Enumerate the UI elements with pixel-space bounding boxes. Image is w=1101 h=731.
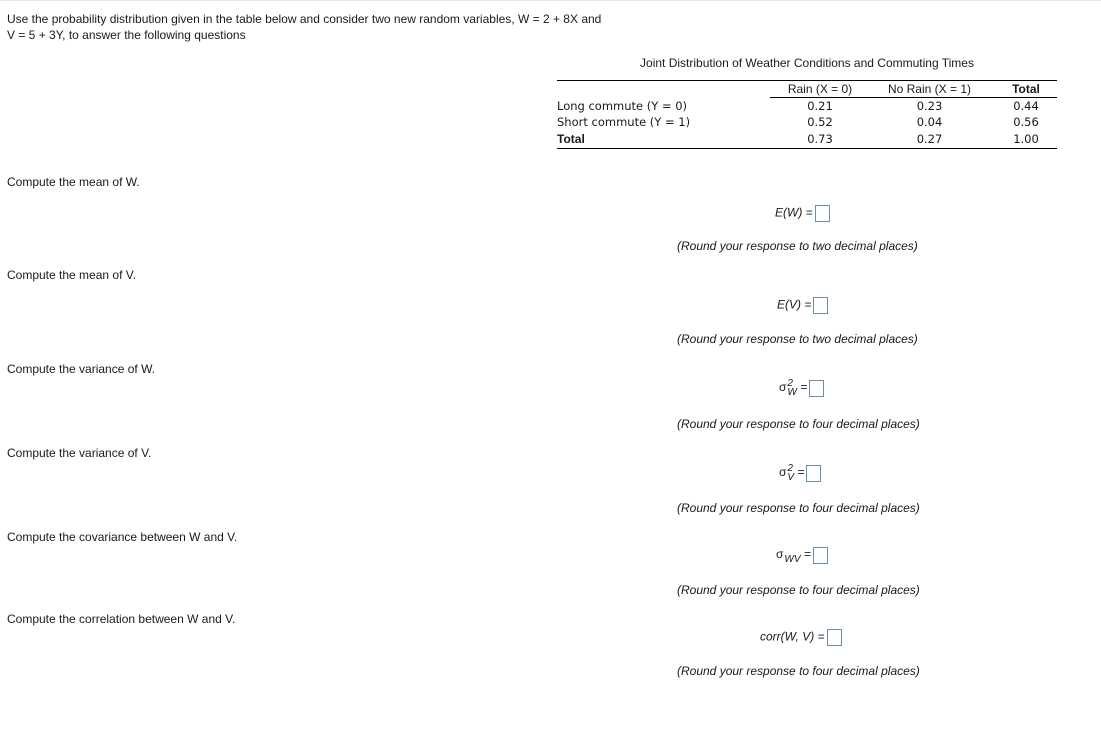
sigma-symbol: σ — [776, 547, 784, 562]
sigma-symbol: σ — [779, 465, 787, 480]
answer-input-variance-v[interactable] — [806, 465, 821, 482]
equation-mean-w — [775, 205, 830, 222]
question-correlation: Compute the correlation between W and V. — [7, 612, 236, 626]
answer-input-variance-w[interactable] — [809, 380, 824, 397]
question-mean-v: Compute the mean of V. — [7, 268, 136, 282]
answer-input-mean-v[interactable] — [813, 297, 828, 314]
rounding-note: (Round your response to two decimal places) — [677, 332, 918, 346]
answer-input-mean-w[interactable] — [815, 205, 830, 222]
rounding-note: (Round your response to four decimal places) — [677, 417, 920, 431]
rounding-note: (Round your response to four decimal places) — [677, 501, 920, 515]
equation-variance-v — [779, 464, 821, 482]
superscript: 2 — [787, 378, 793, 389]
top-divider — [0, 0, 1101, 1]
instructions-line-2: V = 5 + 3Y, to answer the following questions — [7, 28, 246, 42]
row-label-long-commute: Long commute (Y = 0) — [557, 99, 688, 113]
equals-sign: = — [800, 380, 808, 395]
cell-total-norain: 0.27 — [916, 132, 943, 146]
sigma-symbol: σ — [779, 380, 787, 395]
cell-long-total: 0.44 — [1013, 99, 1039, 113]
instructions-line-1: Use the probability distribution given in the table below and consider two new random variables, W = 2 + 8X and — [7, 12, 602, 26]
row-label-total: Total — [557, 132, 585, 146]
rounding-note: (Round your response to two decimal places) — [677, 239, 918, 253]
answer-input-covariance[interactable] — [813, 547, 828, 564]
equation-label: E(V) = — [777, 297, 812, 312]
equation-mean-v — [777, 297, 828, 314]
table-top-rule — [557, 80, 1057, 81]
equation-covariance — [776, 546, 828, 564]
header-rule — [770, 97, 1057, 98]
header-rain: Rain (X = 0) — [787, 82, 853, 96]
answer-input-correlation[interactable] — [827, 629, 842, 646]
subscript: V — [787, 472, 795, 483]
superscript: 2 — [787, 463, 793, 474]
cell-grand-total: 1.00 — [1013, 132, 1039, 146]
cell-long-rain: 0.21 — [807, 99, 833, 113]
table-title: Joint Distribution of Weather Conditions and Commuting Times — [640, 56, 974, 70]
question-covariance: Compute the covariance between W and V. — [7, 530, 238, 544]
rounding-note: (Round your response to four decimal places) — [677, 583, 920, 597]
question-mean-w: Compute the mean of W. — [7, 175, 140, 189]
cell-short-rain: 0.52 — [807, 115, 833, 129]
subscript: W — [787, 387, 797, 398]
equation-label: E(W) = — [775, 205, 813, 220]
equals-sign: = — [803, 547, 811, 562]
cell-short-total: 0.56 — [1013, 115, 1039, 129]
row-label-short-commute: Short commute (Y = 1) — [557, 115, 691, 129]
header-no-rain: No Rain (X = 1) — [887, 82, 972, 96]
cell-long-norain: 0.23 — [916, 99, 943, 113]
equation-label: corr(W, V) = — [760, 629, 825, 644]
header-total: Total — [1012, 82, 1040, 96]
cell-total-rain: 0.73 — [807, 132, 833, 146]
table-bottom-rule — [557, 148, 1057, 149]
question-variance-w: Compute the variance of W. — [7, 362, 156, 376]
instructions — [7, 11, 707, 43]
equation-variance-w — [779, 379, 824, 397]
question-variance-v: Compute the variance of V. — [7, 446, 152, 460]
subscript: WV — [784, 554, 801, 565]
equals-sign: = — [797, 465, 805, 480]
equation-correlation — [760, 629, 842, 646]
rounding-note: (Round your response to four decimal places) — [677, 664, 920, 678]
cell-short-norain: 0.04 — [916, 115, 943, 129]
